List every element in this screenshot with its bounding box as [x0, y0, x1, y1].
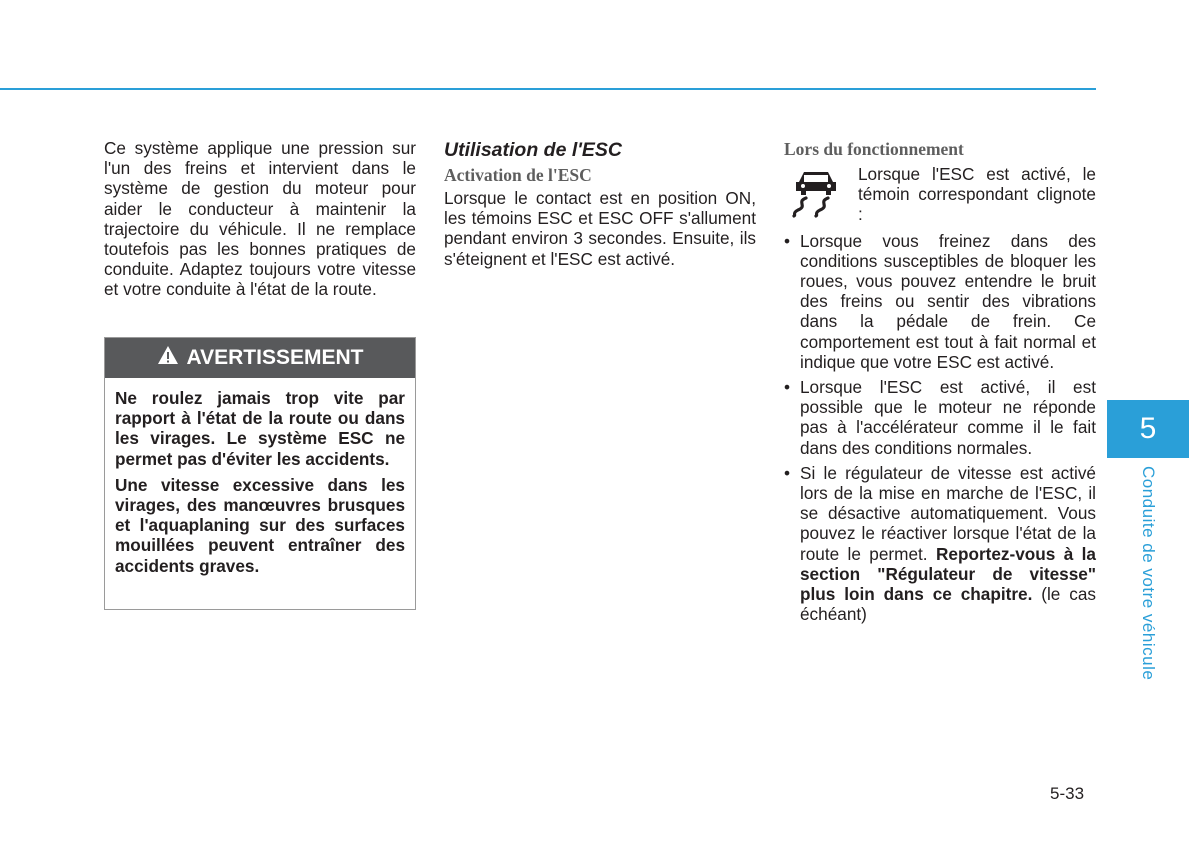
list-item	[784, 231, 1096, 372]
chapter-number: 5	[1139, 412, 1157, 445]
activation-paragraph: Lorsque le contact est en position ON, les témoins ESC et ESC OFF s'allument pendant environ 3 secondes. Ensuite, ils s'éteignent et l'ESC est activé.	[444, 188, 756, 269]
icon-description: Lorsque l'ESC est activé, le témoin correspondant clignote :	[858, 164, 1096, 225]
warning-box	[104, 337, 416, 610]
list-item	[784, 377, 1096, 458]
warning-triangle-icon	[157, 345, 179, 371]
chapter-label: Conduite de votre véhicule	[1139, 466, 1158, 681]
bullet-icon: •	[784, 377, 791, 398]
bullet-text-post: (le cas échéant)	[800, 584, 1096, 625]
warning-header	[105, 338, 415, 378]
warning-body	[105, 378, 415, 576]
column-1	[104, 138, 416, 300]
chapter-tab	[1107, 400, 1189, 458]
top-rule	[0, 88, 1096, 90]
bullet-text-pre: Si le régulateur de vitesse est activé lors de la mise en marche de l'ESC, il se désactive automatiquement. Vous pouvez le réactiver lorsque l'état de la route le permet.	[800, 462, 1096, 564]
warning-title: AVERTISSEMENT	[186, 346, 364, 369]
bullet-text-bold: Reportez-vous à la section "Régulateur de vitesse" plus loin dans ce chapitre.	[800, 543, 1096, 605]
icon-row	[784, 164, 1096, 225]
bullet-icon: •	[784, 462, 791, 483]
page-number: 5-33	[1050, 784, 1085, 803]
activation-subtitle: Activation de l'ESC	[444, 165, 592, 185]
section-title: Utilisation de l'ESC	[444, 139, 622, 161]
bullet-icon: •	[784, 230, 791, 251]
warning-paragraph-1: Ne roulez jamais trop vite par rapport à l'état de la route ou dans les virages. Le système ESC ne permet pas d'éviter les accidents.	[115, 388, 405, 469]
bullet-list	[784, 231, 1096, 625]
bullet-text: Lorsque vous freinez dans des conditions susceptibles de bloquer les roues, vous pouvez entendre le bruit des freins ou sentir des vibrations dans la pédale de frein. Ce comportement est tout à fait normal et indique que votre ESC est activé.	[800, 230, 1096, 372]
list-item	[784, 463, 1096, 625]
column-3	[784, 138, 1096, 629]
bullet-text: Lorsque l'ESC est activé, il est possible que le moteur ne réponde pas à l'accélérateur comme il le fait dans des conditions normales.	[800, 377, 1096, 458]
warning-paragraph-2: Une vitesse excessive dans les virages, des manœuvres brusques et l'aquaplaning sur des surfaces mouillées peuvent entraîner des accidents graves.	[115, 474, 405, 576]
esc-warning-light-icon	[784, 164, 848, 222]
column-2	[444, 138, 756, 269]
operation-subtitle: Lors du fonctionnement	[784, 139, 964, 159]
intro-paragraph: Ce système applique une pression sur l'un des freins et intervient dans le système de gestion du moteur pour aider le conducteur à maintenir la trajectoire du véhicule. Il ne remplace toutefois pas les bonnes pratiques de conduite. Adaptez toujours votre vitesse et votre conduite à l'état de la route.	[104, 138, 416, 300]
